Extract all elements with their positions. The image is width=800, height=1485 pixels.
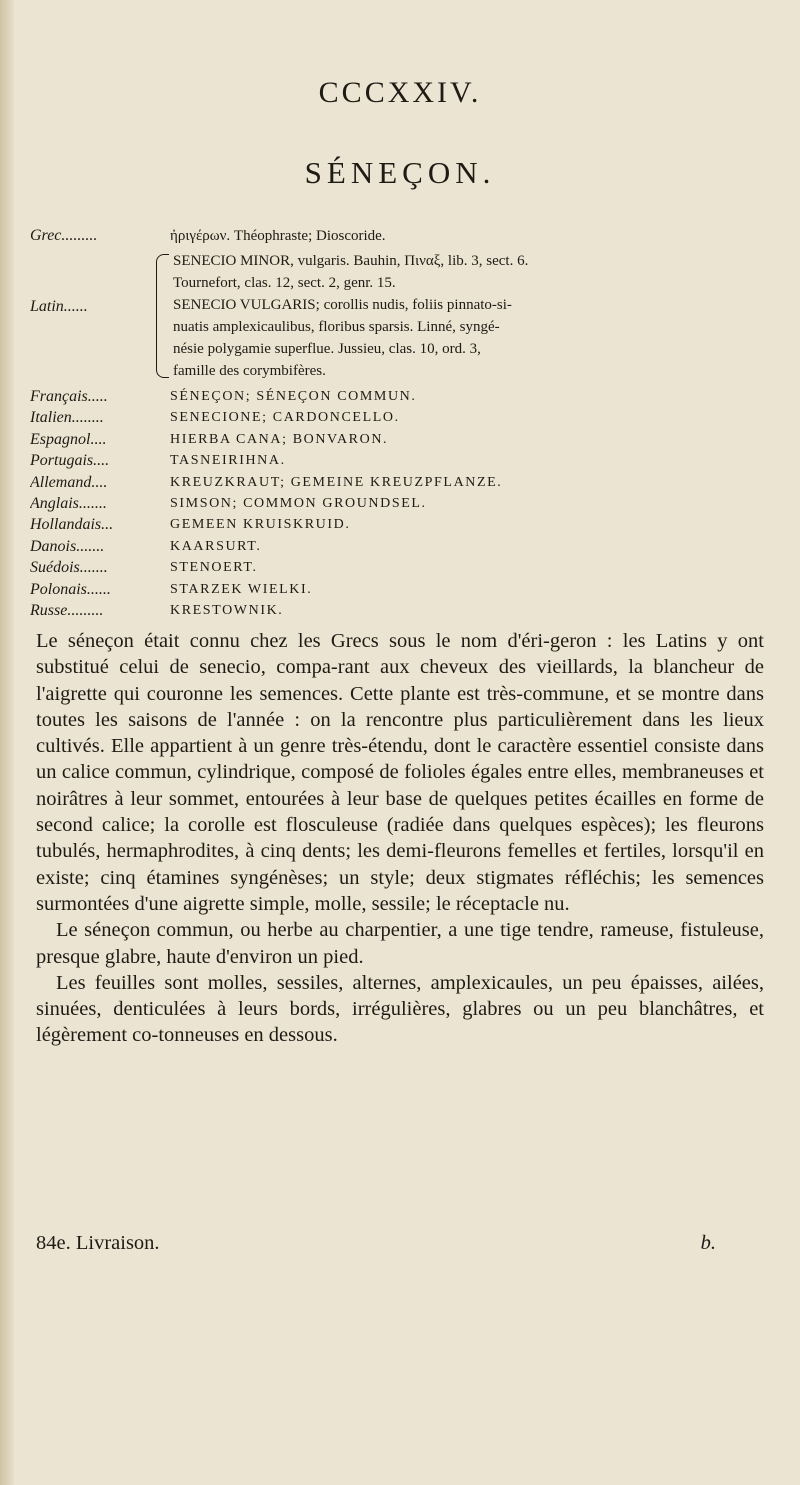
name-row-polish xyxy=(30,579,770,600)
page-edge xyxy=(0,0,14,1485)
language-label: Latin...... xyxy=(30,298,88,315)
signature-mark: b. xyxy=(700,1232,716,1254)
name-text: KREUZKRAUT; GEMEINE KREUZPFLANZE. xyxy=(170,474,503,490)
latin-line: SENECIO MINOR, vulgaris. Bauhin, Πιναξ, lib. 3, sect. 6. xyxy=(173,253,529,269)
name-row-italian xyxy=(30,407,770,428)
name-row-latin xyxy=(30,250,770,382)
page-footer xyxy=(36,1232,764,1255)
name-text: SÉNEÇON; SÉNEÇON COMMUN. xyxy=(170,389,417,404)
name-row-spanish xyxy=(30,429,770,450)
language-label: Anglais....... xyxy=(30,494,107,512)
name-text: TASNEIRIHNA. xyxy=(170,453,286,469)
latin-line: SENECIO VULGARIS; corollis nudis, foliis pinnato-si- xyxy=(173,297,512,313)
name-row-dutch xyxy=(30,514,770,535)
name-text: GEMEEN KRUISKRUID. xyxy=(170,517,351,533)
common-names-list xyxy=(30,386,770,621)
language-label: Danois....... xyxy=(30,537,105,555)
name-text: KRESTOWNIK. xyxy=(170,602,284,618)
plant-title: SÉNEÇON. xyxy=(304,155,496,190)
name-row-french xyxy=(30,386,770,407)
paragraph-leaves: Les feuilles sont molles, sessiles, alternes, amplexicaules, un peu épaisses, ailées, sinuées, denticulées à leurs bords, irrégulières, glabres ou un peu blanchâtres, et légèrement co-tonneuses en dessous. xyxy=(36,971,764,1047)
name-row-portuguese xyxy=(30,450,770,471)
latin-line: famille des corymbifères. xyxy=(173,363,326,379)
language-label: Portugais.... xyxy=(30,452,110,470)
latin-line: Tournefort, clas. 12, sect. 2, genr. 15. xyxy=(173,275,396,291)
language-label: Italien........ xyxy=(30,409,104,427)
language-label: Suédois....... xyxy=(30,559,108,577)
vernacular-names-table xyxy=(30,222,770,621)
name-row-russian xyxy=(30,600,770,621)
name-row-swedish xyxy=(30,557,770,578)
name-row-greek xyxy=(30,222,770,250)
language-label: Grec......... xyxy=(30,227,98,244)
name-text: HIERBA CANA; BONVARON. xyxy=(170,431,389,447)
language-label: Espagnol.... xyxy=(30,430,107,448)
language-label: Hollandais... xyxy=(30,516,114,534)
name-text: SENECIONE; CARDONCELLO. xyxy=(170,410,400,426)
language-label: Français..... xyxy=(30,388,108,405)
latin-line: nuatis amplexicaulibus, floribus sparsis. Linné, syngé- xyxy=(173,319,500,335)
name-text: STARZEK WIELKI. xyxy=(170,581,313,597)
brace-icon xyxy=(156,254,169,378)
name-text: KAARSURT. xyxy=(170,538,262,554)
plate-number: CCCXXIV. xyxy=(318,76,482,109)
latin-names-block xyxy=(173,250,770,382)
latin-line: nésie polygamie superflue. Jussieu, clas. 10, ord. 3, xyxy=(173,341,481,357)
language-label: Russe......... xyxy=(30,601,104,619)
name-text: SIMSON; COMMON GROUNDSEL. xyxy=(170,495,427,511)
language-label: Allemand.... xyxy=(30,473,108,491)
name-row-german xyxy=(30,472,770,493)
paragraph-intro: Le séneçon était connu chez les Grecs sous le nom d'éri-geron : les Latins y ont substitué celui de senecio, compa-rant aux cheveux des vieillards, la blancheur de l'aigrette qui couronne les semences. Cette plante est très-commune, et se montre dans toutes les saisons de l'année : on la rencontre plus particulièrement dans les lieux cultivés. Elle appartient à un genre très-étendu, dont le caractère essentiel consiste dans un calice commun, cylindrique, composé de folioles égales entre elles, membraneuses et noirâtres à leur sommet, entourées à leur base de quelques petites écailles en forme de second calice; la corolle est flosculeuse (radiée dans quelques espèces); les fleurons tubulés, hermaphrodites, à cinq dents; les demi-fleurons femelles et fertiles, lorsqu'il en existe; cinq étamines syngénèses; un style; deux stigmates réfléchis; les semences surmontées d'une aigrette simple, molle, sessile; le réceptacle nu. xyxy=(36,630,764,915)
language-label: Polonais...... xyxy=(30,580,111,598)
name-row-english xyxy=(30,493,770,514)
livraison-note: 84e. Livraison. xyxy=(36,1232,160,1254)
name-text: ἠριγέρων. Théophraste; Dioscoride. xyxy=(170,228,386,244)
name-row-danish xyxy=(30,536,770,557)
description-body xyxy=(36,628,764,1049)
name-text: STENOERT. xyxy=(170,560,258,576)
paragraph-stem: Le séneçon commun, ou herbe au charpentier, a une tige tendre, rameuse, fistuleuse, presque glabre, haute d'environ un pied. xyxy=(36,919,764,968)
